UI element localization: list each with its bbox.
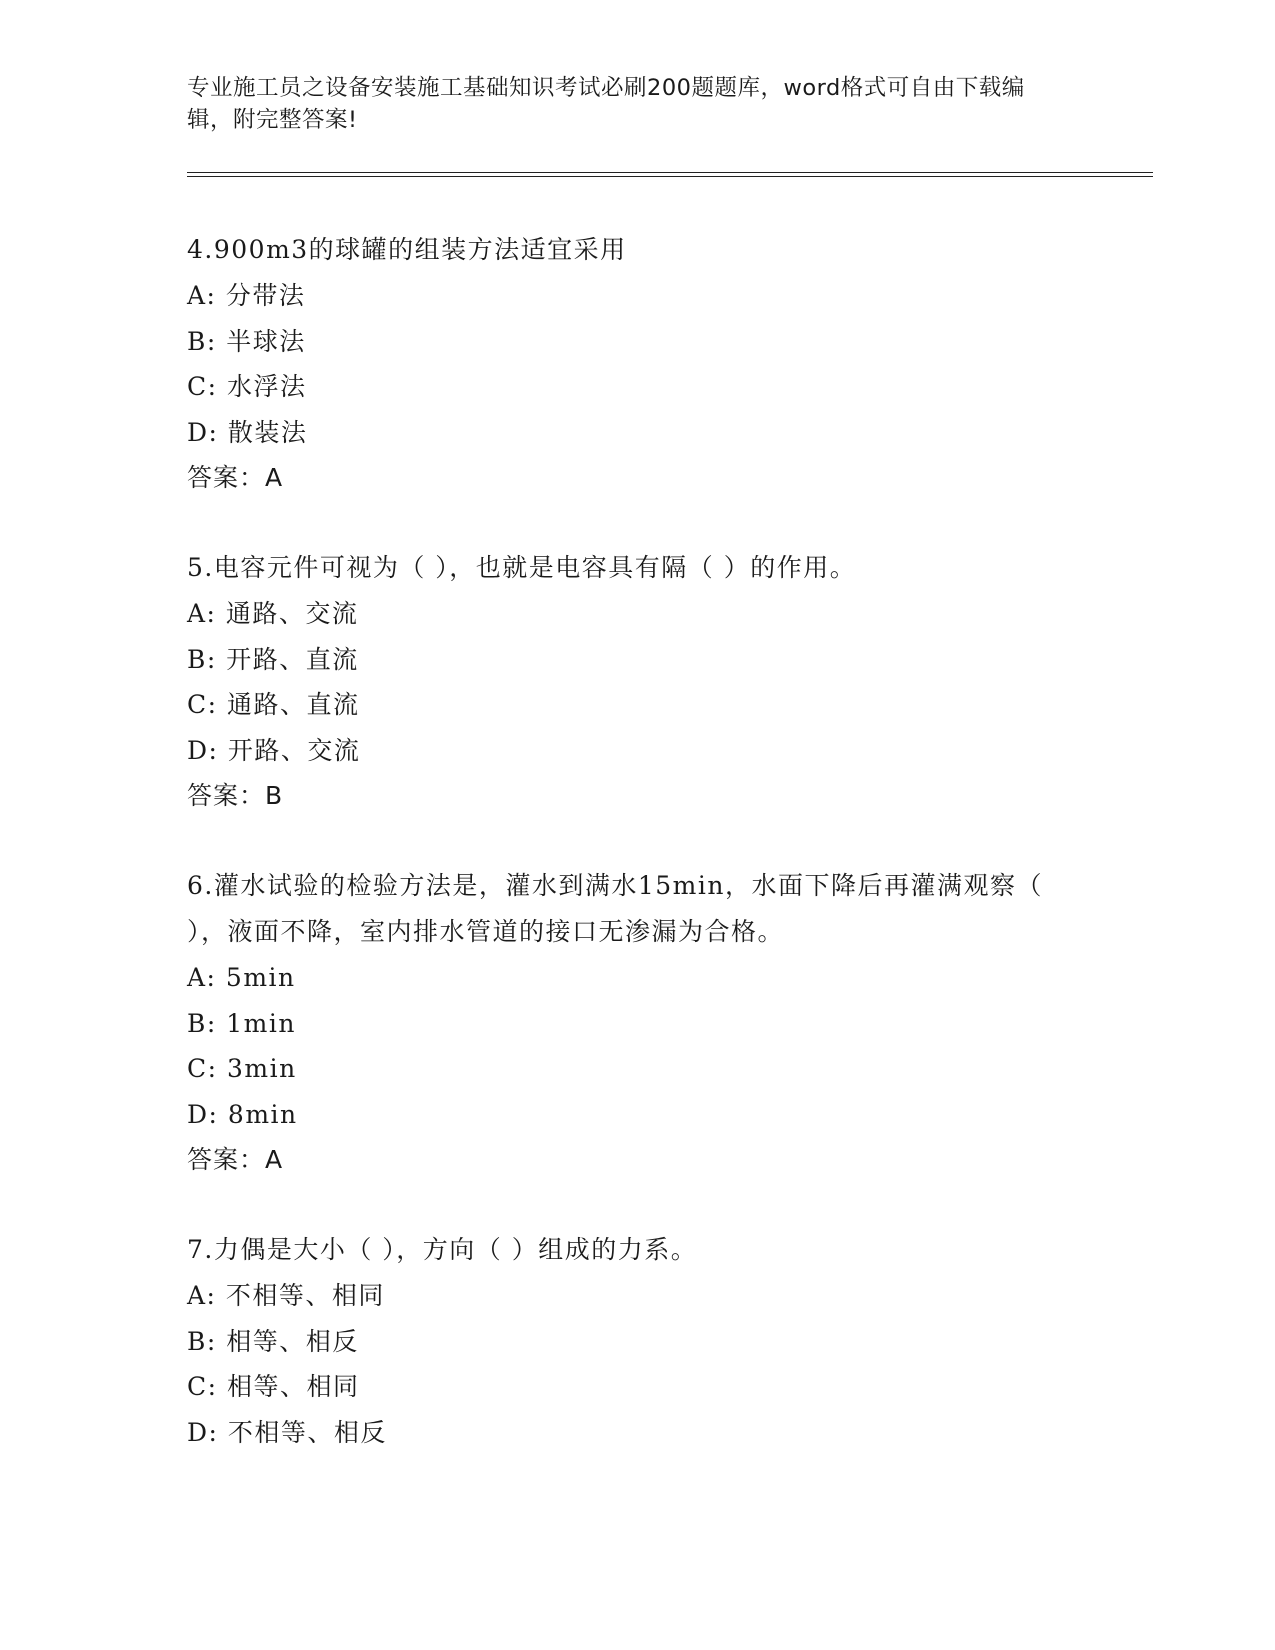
option-b: B: 开路、直流 [187, 644, 359, 674]
option-a: A: 通路、交流 [187, 599, 359, 628]
question-item [187, 1227, 1153, 1455]
answer-line: 答案：A [187, 463, 284, 492]
option-b: B: 半球法 [187, 326, 306, 356]
question-stem: 6.灌水试验的检验方法是，灌水到满水15min，水面下降后再灌满观察（ ），液面不降，室内排水管道的接口无渗漏为合格。 [187, 871, 1043, 946]
document-title: 专业施工员之设备安装施工基础知识考试必刷200题题库，word格式可自由下载编辑，附完整答案! [187, 75, 1025, 133]
question-stem: 5.电容元件可视为（ ），也就是电容具有隔（ ）的作用。 [187, 553, 857, 582]
option-c: C: 相等、相同 [187, 1372, 360, 1401]
option-a: A: 分带法 [187, 281, 306, 310]
option-d: D: 散装法 [187, 417, 308, 447]
option-d: D: 不相等、相反 [187, 1417, 387, 1447]
answer-line: 答案：A [187, 1145, 284, 1174]
option-c: C: 通路、直流 [187, 690, 360, 719]
option-c: C: 水浮法 [187, 372, 307, 401]
question-list [187, 227, 1153, 1455]
option-d: D: 8min [187, 1099, 298, 1129]
option-a: A: 不相等、相同 [187, 1281, 385, 1310]
document-page [187, 72, 1153, 1500]
header-divider [187, 172, 1153, 177]
answer-line: 答案：B [187, 781, 284, 810]
question-item [187, 863, 1153, 1182]
option-b: B: 相等、相反 [187, 1326, 359, 1356]
question-stem: 4.900m3的球罐的组装方法适宜采用 [187, 235, 627, 264]
question-stem: 7.力偶是大小（ ），方向（ ）组成的力系。 [187, 1235, 698, 1264]
option-b: B: 1min [187, 1008, 296, 1038]
option-c: C: 3min [187, 1054, 297, 1083]
option-d: D: 开路、交流 [187, 735, 361, 765]
question-item [187, 545, 1153, 818]
question-item [187, 227, 1153, 500]
option-a: A: 5min [187, 963, 296, 992]
